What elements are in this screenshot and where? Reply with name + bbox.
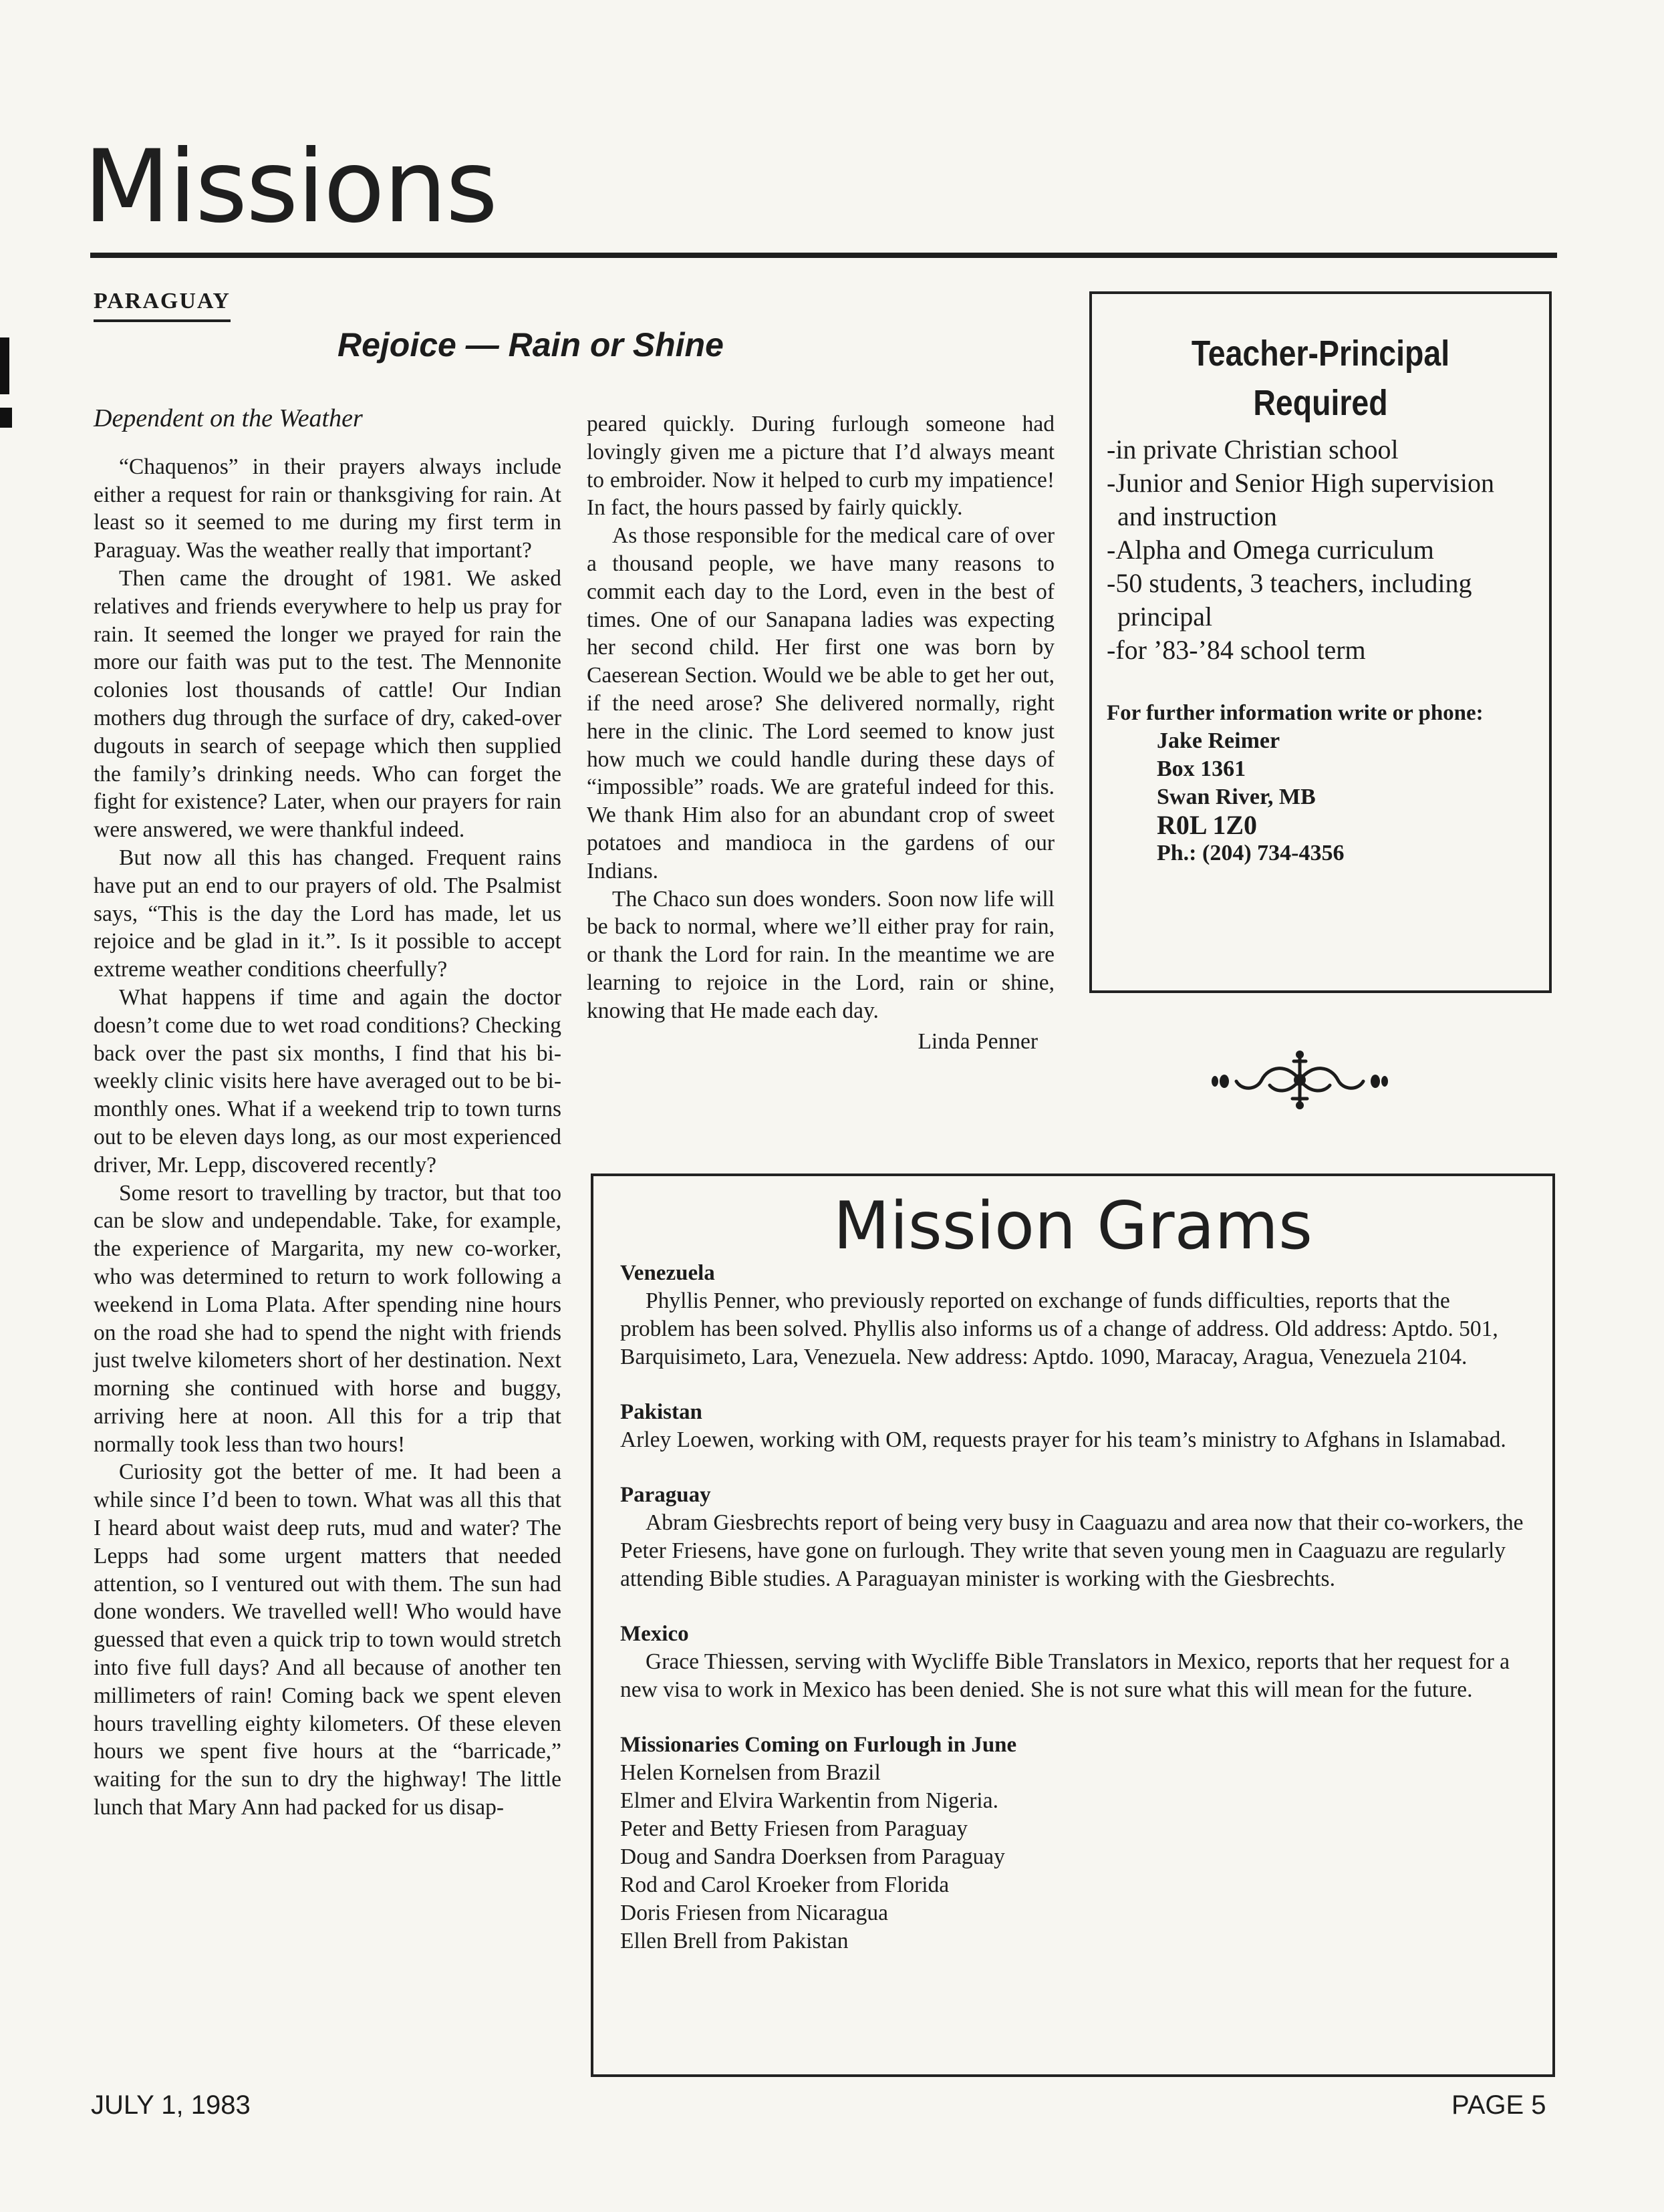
ad-title [1137,329,1504,428]
furlough-item: Doris Friesen from Nicaragua [620,1901,888,1925]
ad-item: -50 students, 3 teachers, including principal [1107,568,1472,632]
ad-item: -for ’83-’84 school term [1107,635,1366,665]
mission-grams-body [620,1259,1529,1955]
mission-grams-title: Mission Grams [833,1188,1313,1264]
contact-name: Jake Reimer [1157,728,1280,753]
gram-text: Abram Giesbrechts report of being very busy in Caaguazu and area now that their co-workers, the Peter Friesens, have gone on furlough. They write that seven young men in Caaguazu are regularly attending Bible studies. A Paraguayan minister is working with the Giesbrechts. [620,1510,1524,1591]
contact-city: Swan River, MB [1157,785,1316,809]
ad-item: -Junior and Senior High supervision and instruction [1107,468,1494,531]
paragraph: The Chaco sun does wonders. Soon now life will be back to normal, where we’ll either pray for rain, or thank the Lord for rain. In the meantime we are learning to rejoice in the Lord, rain or shine, knowing that He made each day. [587,886,1055,1023]
furlough-heading: Missionaries Coming on Furlough in June [620,1733,1017,1757]
ad-contact-address [1157,727,1534,867]
gram-section [620,1620,1529,1704]
article-headline: Rejoice — Rain or Shine [337,326,724,364]
article-column-2 [587,410,1055,1055]
masthead-rule [90,253,1557,258]
gram-text: Grace Thiessen, serving with Wycliffe Bible Translators in Mexico, reports that her request for a new visa to work in Mexico has been denied. She is not sure what this will mean for the future. [620,1649,1510,1702]
gram-heading: Paraguay [620,1483,711,1507]
contact-postal: R0L 1Z0 [1157,810,1258,840]
gram-section [620,1398,1529,1454]
ad-contact-intro: For further information write or phone: [1107,701,1484,725]
contact-phone: Ph.: (204) 734-4356 [1157,841,1345,865]
masthead-title: Missions [84,129,497,245]
ad-requirements-list [1107,433,1534,667]
furlough-item: Peter and Betty Friesen from Paraguay [620,1816,968,1841]
mission-grams-box [591,1173,1555,2077]
gram-heading: Venezuela [620,1261,715,1285]
contact-box: Box 1361 [1157,756,1246,781]
gram-heading: Mexico [620,1622,689,1646]
gram-section [620,1481,1529,1593]
footer-page-number: PAGE 5 [1451,2090,1546,2120]
teacher-ad-box [1089,291,1552,993]
furlough-item: Doug and Sandra Doerksen from Paraguay [620,1844,1005,1869]
ad-item: -Alpha and Omega curriculum [1107,535,1434,565]
gram-text: Arley Loewen, working with OM, requests prayer for his team’s ministry to Afghans in Islamabad. [620,1427,1506,1452]
paragraph: What happens if time and again the doctor doesn’t come due to wet road conditions? Checking back over the past six months, I find that his bi-weekly clinic visits here have averaged out to be bi-monthly ones. What if a weekend trip to town turns out to be eleven days long, as our most experienced driver, Mr. Lepp, discovered recently? [94,984,561,1178]
ad-title-line: Teacher-Principal [1191,333,1450,374]
article-author: Linda Penner [918,1028,1038,1054]
furlough-item: Helen Kornelsen from Brazil [620,1760,881,1785]
section-label: PARAGUAY [94,289,231,322]
furlough-list [620,1731,1529,1955]
furlough-item: Ellen Brell from Pakistan [620,1929,849,1953]
paragraph: peared quickly. During furlough someone had lovingly given me a picture that I’d always meant to embroider. Now it helped to curb my impatience! In fact, the hours passed by fairly quickly. [587,412,1055,521]
paragraph: Then came the drought of 1981. We asked relatives and friends everywhere to help us pray for rain. It seemed the longer we prayed for rain the more our faith was put to the test. The Mennonite colonies lost thousands of cattle! Our Indian mothers dug through the surface of dry, caked-over dugouts in search of seepage which then supplied the family’s drinking needs. Who can forget the fight for existence? Later, when our prayers for rain were answered, we were thankful indeed. [94,565,561,843]
gram-heading: Pakistan [620,1400,702,1424]
paragraph: “Chaquenos” in their prayers always include either a request for rain or thanksgiving for rain. At least so it seemed to me during my first term in Paraguay. Was the weather really that important? [94,454,561,563]
paragraph: But now all this has changed. Frequent rains have put an end to our prayers of old. The Psalmist says, “This is the day the Lord has made, let us rejoice and be glad in it.”. Is it possible to accept extreme weather conditions cheerfully? [94,845,561,982]
furlough-item: Rod and Carol Kroeker from Florida [620,1873,950,1897]
footer-date: JULY 1, 1983 [91,2090,251,2120]
ornament-flourish-icon [1210,1048,1390,1112]
gram-section [620,1259,1529,1371]
scan-edge-mark [0,408,12,428]
scan-edge-mark [0,337,9,394]
ad-item: -in private Christian school [1107,434,1399,464]
ad-title-line: Required [1253,383,1388,423]
furlough-item: Elmer and Elvira Warkentin from Nigeria. [620,1788,998,1813]
paragraph: Curiosity got the better of me. It had been a while since I’d been to town. What was all this that I heard about waist deep ruts, mud and water? The Lepps had some urgent matters that needed attention, so I ventured out with them. The sun had done wonders. We travelled well! Who would have guessed that even a quick trip to town would stretch into five full days? And all because of another ten millimeters of rain! Coming back we spent eleven hours travelling eighty kilometers. Of these eleven hours we spent five hours at the “barricade,” waiting for the sun to dry the highway! The little lunch that Mary Ann had packed for us disap- [94,1460,561,1820]
article-column-1 [94,405,561,1822]
paragraph: Some resort to travelling by tractor, but that too can be slow and undependable. Take, for example, the experience of Margarita, my new co-worker, who was determined to return to work following a weekend in Loma Plata. After spending nine hours on the road she had to spend the night with friends just twelve kilometers short of her destination. Next morning she continued with horse and buggy, arriving here at noon. All this for a trip that normally took less than two hours! [94,1180,561,1457]
paragraph: As those responsible for the medical care of over a thousand people, we have many reasons to commit each day to the Lord, even in the best of times. One of our Sanapana ladies was expecting her second child. Her first one was born by Caeserean Section. Would we be able to get her out, if the need arose? She delivered normally, right here in the clinic. The Lord seemed to know just how much we could handle during these days of “impossible” roads. We are grateful indeed for this. We thank Him also for an abundant crop of sweet potatoes and mandioca in the gardens of our Indians. [587,523,1055,883]
article-subhead: Dependent on the Weather [94,404,363,432]
gram-text: Phyllis Penner, who previously reported on exchange of funds difficulties, reports that the problem has been solved. Phyllis also informs us of a change of address. Old address: Aptdo. 501, Barquisimeto, Lara, Venezuela. New address: Aptdo. 1090, Maracay, Aragua, Venezuela 2104. [620,1288,1498,1369]
